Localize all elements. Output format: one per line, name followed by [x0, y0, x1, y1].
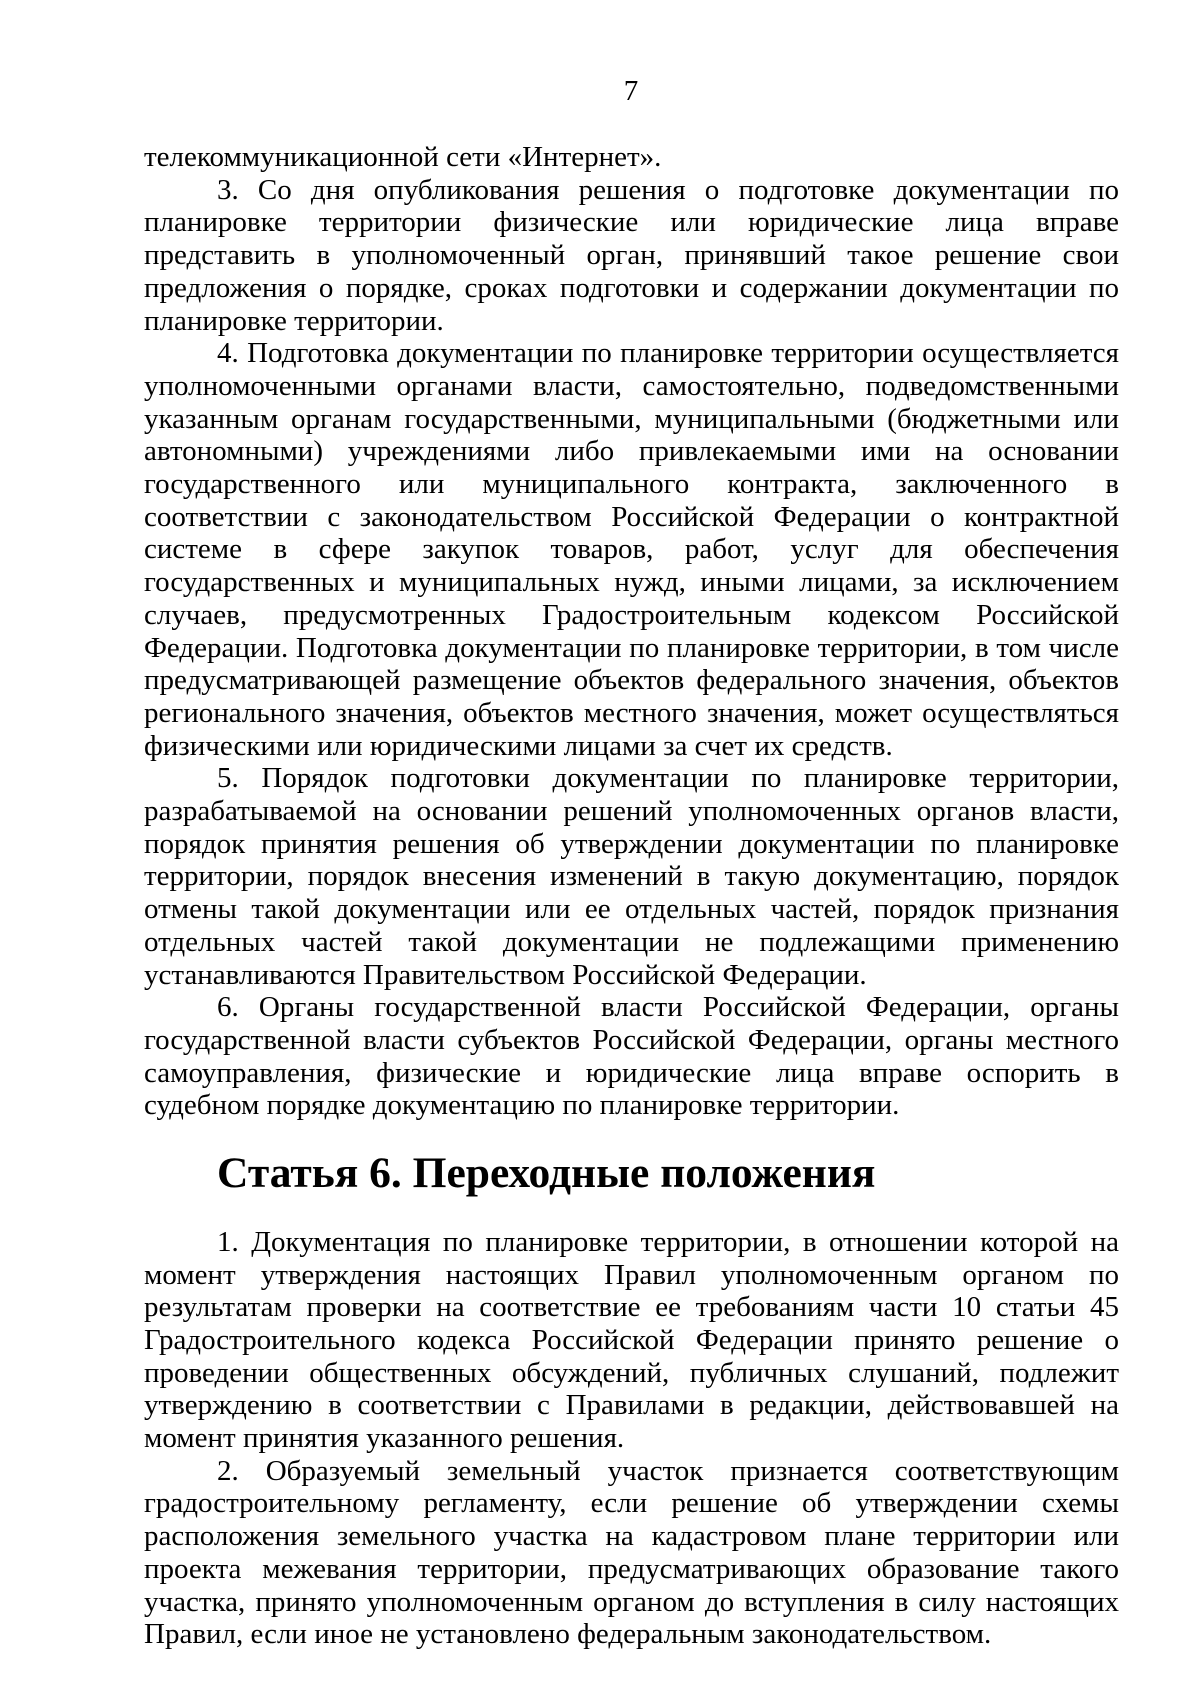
paragraph-continuation: телекоммуникационной сети «Интернет».: [144, 141, 662, 173]
paragraph-item-3: 3. Со дня опубликования решения о подготовке документации по планировке территории физические или юридические лица вправе представить в уполномоченный орган, принявший такое решение свои предложения о порядке, сроках подготовки и содержании документации по планировке территории.: [144, 173, 1119, 337]
paragraph-item-5: 5. Порядок подготовки документации по планировке территории, разрабатываемой на основании решений уполномоченных органов власти, порядок принятия решения об утверждении документации по планировке территории, порядок внесения изменений в такую документацию, порядок отмены такой документации или ее отдельных частей, порядок признания отдельных частей такой документации не подлежащими применению устанавливаются Правительством Российской Федерации.: [144, 762, 1119, 991]
page-number: 7: [623, 75, 639, 107]
article-heading: Статья 6. Переходные положения: [217, 1149, 876, 1198]
document-body: [144, 141, 1119, 1651]
paragraph-item-6: 6. Органы государственной власти Российской Федерации, органы государственной власти субъектов Российской Федерации, органы местного самоуправления, физические и юридические лица вправе оспорить в судебном порядке документацию по планировке территории.: [144, 991, 1119, 1122]
article-6-item-2: 2. Образуемый земельный участок признается соответствующим градостроительному регламенту, если решение об утверждении схемы расположения земельного участка на кадастровом плане территории или проекта межевания территории, предусматривающих образование такого участка, принято уполномоченным органом до вступления в силу настоящих Правил, если иное не установлено федеральным законодательством.: [144, 1454, 1119, 1651]
article-6-item-1: 1. Документация по планировке территории, в отношении которой на момент утверждения настоящих Правил уполномоченным органом по результатам проверки на соответствие ее требованиям части 10 статьи 45 Градостроительного кодекса Российской Федерации принято решение о проведении общественных обсуждений, публичных слушаний, подлежит утверждению в соответствии с Правилами в редакции, действовавшей на момент принятия указанного решения.: [144, 1225, 1119, 1455]
paragraph-item-4: 4. Подготовка документации по планировке территории осуществляется уполномоченными органами власти, самостоятельно, подведомственными указанным органам государственными, муниципальными (бюджетными или автономными) учреждениями либо привлекаемыми ими на основании государственного или муниципального контракта, заключенного в соответствии с законодательством Российской Федерации о контрактной системе в сфере закупок товаров, работ, услуг для обеспечения государственных и муниципальных нужд, иными лицами, за исключением случаев, предусмотренных Градостроительным кодексом Российской Федерации. Подготовка документации по планировке территории, в том числе предусматривающей размещение объектов федерального значения, объектов регионального значения, объектов местного значения, может осуществляться физическими или юридическими лицами за счет их средств.: [144, 337, 1119, 762]
